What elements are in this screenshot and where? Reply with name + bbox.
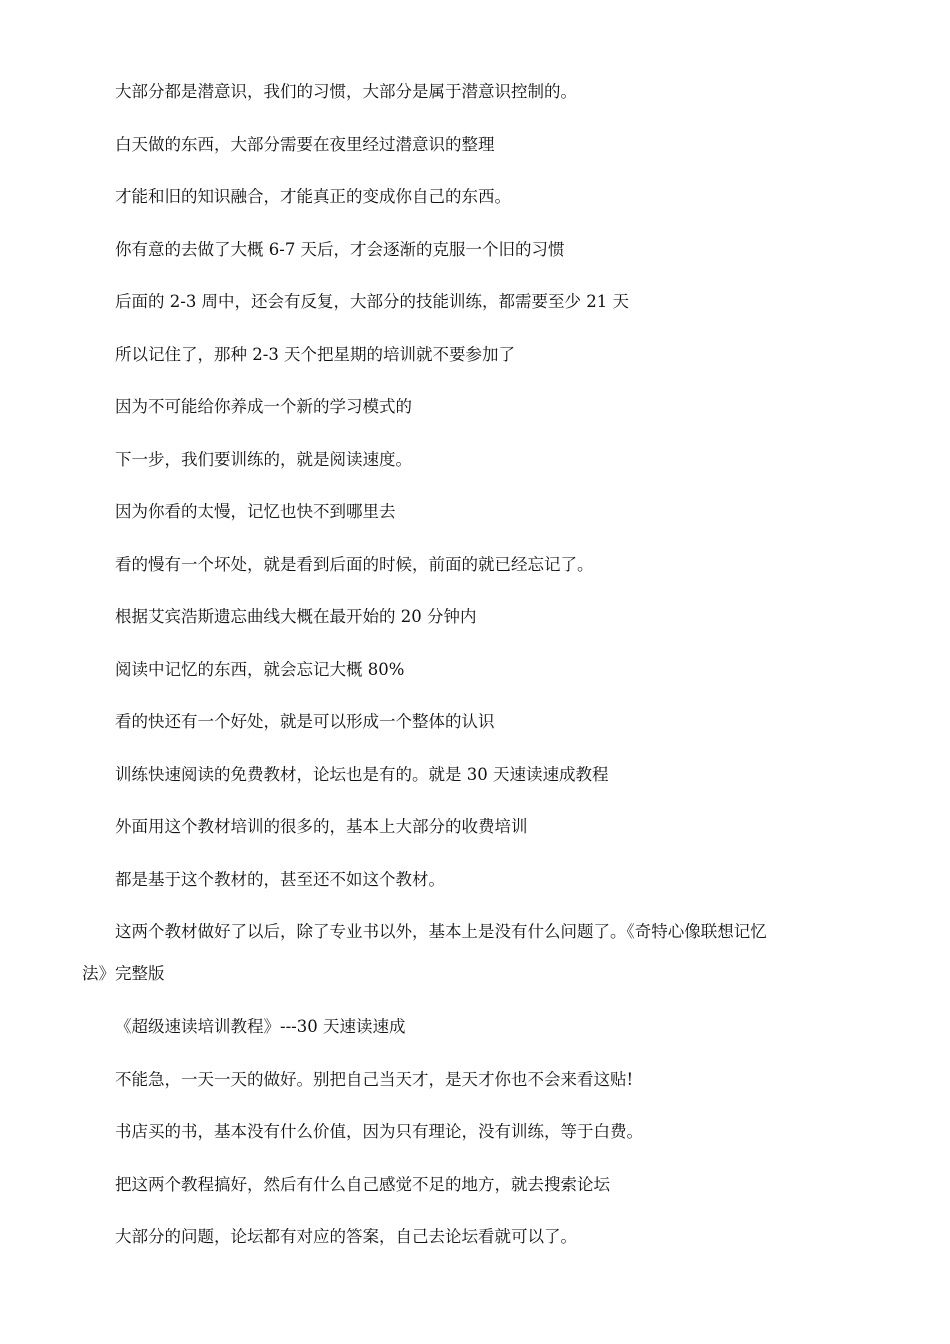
text-line: 后面的 2-3 周中，还会有反复，大部分的技能训练，都需要至少 21 天 bbox=[115, 292, 630, 311]
text-line-continuation: 法》完整版 bbox=[82, 964, 165, 983]
text-line: 所以记住了，那种 2-3 天个把星期的培训就不要参加了 bbox=[115, 345, 516, 364]
text-line: 看的快还有一个好处，就是可以形成一个整体的认识 bbox=[115, 712, 495, 731]
text-line: 你有意的去做了大概 6-7 天后，才会逐渐的克服一个旧的习惯 bbox=[115, 240, 565, 259]
text-line: 训练快速阅读的免费教材，论坛也是有的。就是 30 天速读速成教程 bbox=[115, 765, 609, 784]
text-line: 下一步，我们要训练的，就是阅读速度。 bbox=[115, 450, 412, 469]
text-line: 因为你看的太慢，记忆也快不到哪里去 bbox=[115, 502, 396, 521]
text-line: 阅读中记忆的东西，就会忘记大概 80% bbox=[115, 660, 405, 679]
text-line: 白天做的东西，大部分需要在夜里经过潜意识的整理 bbox=[115, 135, 495, 154]
text-line: 书店买的书，基本没有什么价值，因为只有理论，没有训练，等于白费。 bbox=[115, 1122, 643, 1141]
text-line: 不能急，一天一天的做好。别把自己当天才，是天才你也不会来看这贴! bbox=[115, 1070, 634, 1089]
text-line: 看的慢有一个坏处，就是看到后面的时候，前面的就已经忘记了。 bbox=[115, 555, 594, 574]
text-line: 外面用这个教材培训的很多的，基本上大部分的收费培训 bbox=[115, 817, 528, 836]
text-line: 《超级速读培训教程》---30 天速读速成 bbox=[115, 1017, 406, 1036]
text-line: 这两个教材做好了以后，除了专业书以外，基本上是没有什么问题了。《奇特心像联想记忆 bbox=[115, 922, 767, 941]
text-line: 才能和旧的知识融合，才能真正的变成你自己的东西。 bbox=[115, 187, 511, 206]
text-line: 都是基于这个教材的，甚至还不如这个教材。 bbox=[115, 870, 445, 889]
text-line: 大部分都是潜意识，我们的习惯，大部分是属于潜意识控制的。 bbox=[115, 82, 577, 101]
text-line: 大部分的问题，论坛都有对应的答案，自己去论坛看就可以了。 bbox=[115, 1227, 577, 1246]
text-line: 因为不可能给你养成一个新的学习模式的 bbox=[115, 397, 412, 416]
text-line: 把这两个教程搞好，然后有什么自己感觉不足的地方，就去搜索论坛 bbox=[115, 1175, 610, 1194]
text-line: 根据艾宾浩斯遗忘曲线大概在最开始的 20 分钟内 bbox=[115, 607, 477, 626]
